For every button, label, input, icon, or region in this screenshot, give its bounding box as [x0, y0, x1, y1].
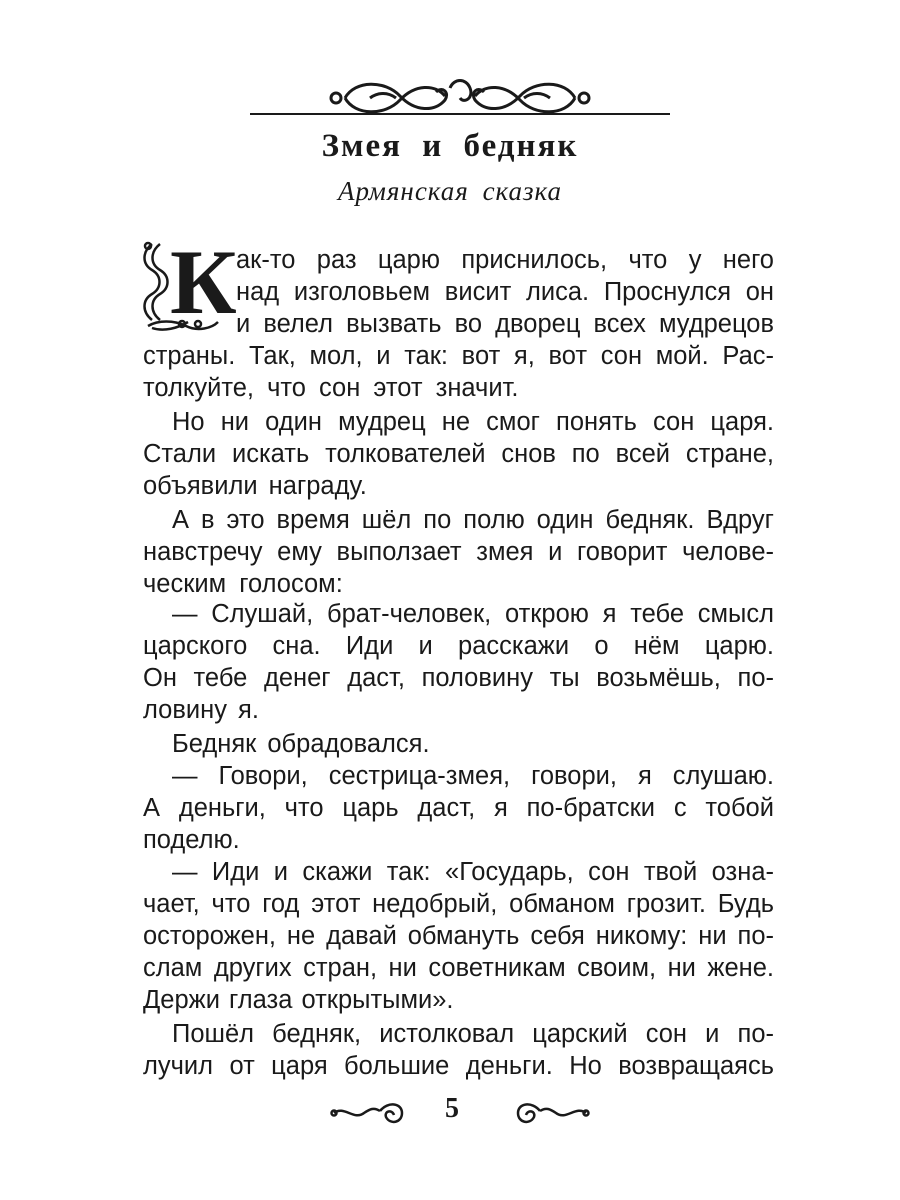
- text-line: — Иди и скажи так: «Государь, сон твой озна-: [172, 858, 774, 886]
- dropcap-letter: К: [170, 231, 237, 333]
- text-line: Он тебе денег даст, половину ты возьмёшь, по-: [143, 664, 774, 692]
- text-line: царского сна. Иди и расскажи о нём царю.: [143, 632, 774, 660]
- text-line: Но ни один мудрец не смог понять сон царя.: [172, 408, 774, 436]
- text-line: ловину я.: [143, 696, 259, 724]
- text-line: Бедняк обрадовался.: [172, 730, 430, 758]
- footer-left-ornament-icon: [330, 1095, 410, 1129]
- text-line: ческим голосом:: [143, 570, 343, 598]
- header-ornament-icon: [250, 70, 670, 130]
- text-line: осторожен, не давай обмануть себя никому: ни по-: [143, 922, 774, 950]
- text-line: ак-то раз царю приснилось, что у него: [236, 246, 774, 274]
- text-line: поделю.: [143, 826, 240, 854]
- text-line: — Слушай, брат-человек, открою я тебе смысл: [172, 600, 774, 628]
- page-title: Змея и бедняк: [321, 128, 579, 164]
- text-line: Стали искать толкователей снов по всей стране,: [143, 440, 774, 468]
- text-line: над изголовьем висит лиса. Проснулся он: [236, 278, 774, 306]
- text-line: А деньги, что царь даст, я по-братски с тобой: [143, 794, 774, 822]
- text-line: Держи глаза открытыми».: [143, 986, 454, 1014]
- text-line: Пошёл бедняк, истолковал царский сон и по-: [172, 1020, 774, 1048]
- text-line: чает, что год этот недобрый, обманом грозит. Будь: [143, 890, 774, 918]
- text-line: навстречу ему выползает змея и говорит челове-: [143, 538, 774, 566]
- text-line: и велел вызвать во дворец всех мудрецов: [236, 310, 774, 338]
- text-line: А в это время шёл по полю один бедняк. Вдруг: [172, 506, 774, 534]
- text-line: толкуйте, что сон этот значит.: [143, 374, 519, 402]
- text-line: слам других стран, ни советникам своим, ни жене.: [143, 954, 774, 982]
- footer-right-ornament-icon: [510, 1095, 590, 1129]
- text-line: объявили награду.: [143, 472, 367, 500]
- text-line: страны. Так, мол, и так: вот я, вот сон мой. Рас-: [143, 342, 774, 370]
- text-line: — Говори, сестрица-змея, говори, я слушаю.: [172, 762, 774, 790]
- text-line: лучил от царя большие деньги. Но возвращаясь: [143, 1052, 774, 1080]
- page-number: 5: [445, 1093, 459, 1124]
- page-subtitle: Армянская сказка: [338, 176, 562, 206]
